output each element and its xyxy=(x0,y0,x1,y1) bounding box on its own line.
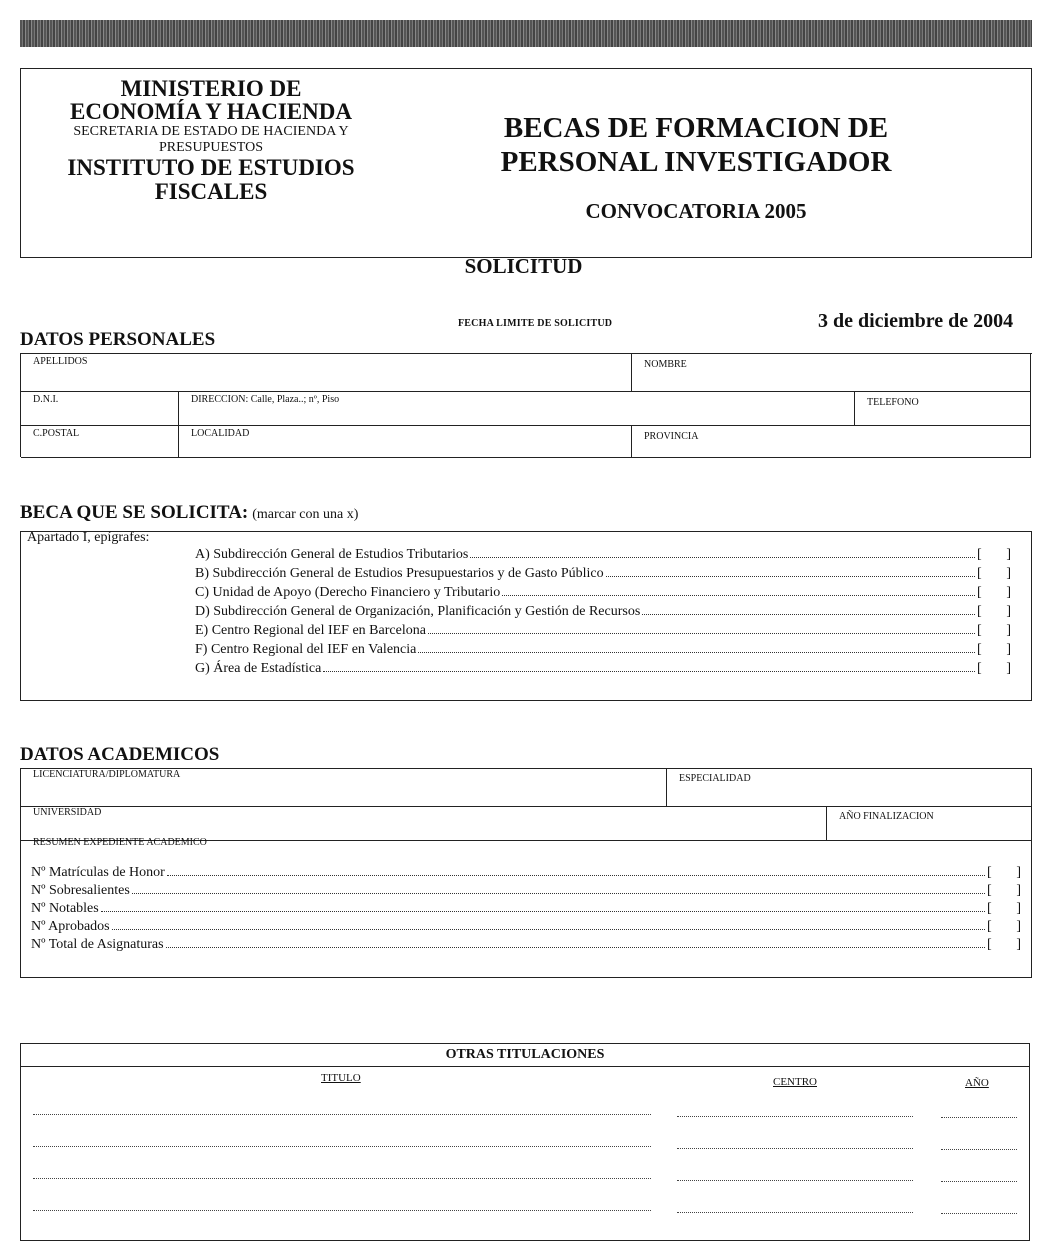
academic-item-sobresalientes[interactable] xyxy=(31,883,1021,899)
centro-line-4[interactable] xyxy=(677,1212,913,1213)
beca-option-f[interactable] xyxy=(195,642,1011,658)
beca-option-label: C) Unidad de Apoyo (Derecho Financiero y Tributario xyxy=(195,585,501,600)
beca-option-e[interactable] xyxy=(195,623,1011,639)
titulo-line-3[interactable] xyxy=(33,1178,651,1179)
especialidad-field[interactable] xyxy=(667,769,1031,807)
checkbox-bracket[interactable]: [ ] xyxy=(977,547,1011,562)
institute-line1: INSTITUTO DE ESTUDIOS xyxy=(67,155,355,181)
count-bracket[interactable]: [ ] xyxy=(987,937,1021,952)
checkbox-bracket[interactable]: [ ] xyxy=(977,642,1011,657)
beca-option-label: G) Área de Estadística xyxy=(195,661,322,676)
centro-line-3[interactable] xyxy=(677,1180,913,1181)
direccion-label: DIRECCION: Calle, Plaza..; nº, Piso xyxy=(191,394,340,405)
datos-academicos-box xyxy=(20,768,1032,978)
telefono-label: TELEFONO xyxy=(867,397,919,408)
ano-line-3[interactable] xyxy=(941,1181,1017,1182)
otras-header-row xyxy=(21,1044,1029,1067)
col-ano: AÑO xyxy=(965,1077,989,1089)
ano-finalizacion-label: AÑO FINALIZACION xyxy=(839,811,934,822)
centro-line-2[interactable] xyxy=(677,1148,913,1149)
beca-option-g[interactable] xyxy=(195,661,1011,677)
datos-personales-title: DATOS PERSONALES xyxy=(20,329,216,350)
title-line2: PERSONAL INVESTIGADOR xyxy=(500,146,892,179)
especialidad-label: ESPECIALIDAD xyxy=(679,773,751,784)
academic-item-notables[interactable] xyxy=(31,901,1021,917)
localidad-label: LOCALIDAD xyxy=(191,428,250,439)
ministry-line1: MINISTERIO DE xyxy=(120,76,302,101)
dni-field[interactable] xyxy=(21,392,179,426)
checkbox-bracket[interactable]: [ ] xyxy=(977,623,1011,638)
count-bracket[interactable]: [ ] xyxy=(987,901,1021,916)
nombre-field[interactable] xyxy=(632,354,1031,392)
titulo-line-2[interactable] xyxy=(33,1146,651,1147)
checkbox-bracket[interactable]: [ ] xyxy=(977,585,1011,600)
dni-label: D.N.I. xyxy=(33,394,59,405)
beca-note: (marcar con una x) xyxy=(252,507,359,522)
localidad-field[interactable] xyxy=(179,426,632,458)
otras-title: OTRAS TITULACIONES xyxy=(445,1047,605,1062)
count-bracket[interactable]: [ ] xyxy=(987,865,1021,880)
academic-item-label: Nº Aprobados xyxy=(31,919,110,934)
beca-option-d[interactable] xyxy=(195,604,1011,620)
checkbox-bracket[interactable]: [ ] xyxy=(977,566,1011,581)
col-titulo: TITULO xyxy=(321,1072,361,1084)
titulo-line-1[interactable] xyxy=(33,1114,651,1115)
deadline-label: FECHA LIMITE DE SOLICITUD xyxy=(458,318,613,329)
ano-line-2[interactable] xyxy=(941,1149,1017,1150)
direccion-field[interactable] xyxy=(179,392,855,426)
universidad-label: UNIVERSIDAD xyxy=(33,807,102,818)
beca-option-label: F) Centro Regional del IEF en Valencia xyxy=(195,642,417,657)
ministry-line2: ECONOMÍA Y HACIENDA xyxy=(70,99,352,125)
beca-title: BECA QUE SE SOLICITA: xyxy=(20,502,249,523)
secretaria-line1: SECRETARIA DE ESTADO DE HACIENDA Y xyxy=(73,123,349,139)
datos-personales-table xyxy=(20,353,1032,457)
solicitud-heading: SOLICITUD xyxy=(464,254,583,278)
beca-option-label: B) Subdirección General de Estudios Presupuestarios y de Gasto Público xyxy=(195,566,604,581)
count-bracket[interactable]: [ ] xyxy=(987,883,1021,898)
secretaria-line2: PRESUPUESTOS xyxy=(158,140,263,155)
academic-item-label: Nº Total de Asignaturas xyxy=(31,937,164,952)
academic-item-matriculas[interactable] xyxy=(31,865,1021,881)
apellidos-field[interactable] xyxy=(21,354,632,392)
licenciatura-label: LICENCIATURA/DIPLOMATURA xyxy=(33,769,181,780)
checkbox-bracket[interactable]: [ ] xyxy=(977,661,1011,676)
beca-option-label: D) Subdirección General de Organización, Planificación y Gestión de Recursos xyxy=(195,604,641,619)
nombre-label: NOMBRE xyxy=(644,359,687,370)
provincia-field[interactable] xyxy=(632,426,1031,458)
header-box xyxy=(20,68,1032,258)
beca-option-label: E) Centro Regional del IEF en Barcelona xyxy=(195,623,426,638)
academic-item-aprobados[interactable] xyxy=(31,919,1021,935)
beca-box xyxy=(20,531,1032,701)
apartado-label: Apartado I, epígrafes: xyxy=(27,530,150,545)
resumen-label: RESUMEN EXPEDIENTE ACADEMICO xyxy=(33,837,207,848)
beca-option-b[interactable] xyxy=(195,566,1011,582)
col-centro: CENTRO xyxy=(773,1076,817,1088)
otras-titulaciones-box xyxy=(20,1043,1030,1241)
universidad-field[interactable] xyxy=(21,807,827,841)
academic-item-label: Nº Matrículas de Honor xyxy=(31,865,165,880)
datos-academicos-title: DATOS ACADEMICOS xyxy=(20,744,220,765)
beca-option-a[interactable] xyxy=(195,547,1011,563)
provincia-label: PROVINCIA xyxy=(644,431,699,442)
issuer-block xyxy=(21,77,401,203)
academic-item-total[interactable] xyxy=(31,937,1021,953)
ano-line-4[interactable] xyxy=(941,1213,1017,1214)
licenciatura-field[interactable] xyxy=(21,769,667,807)
ano-finalizacion-field[interactable] xyxy=(827,807,1031,841)
count-bracket[interactable]: [ ] xyxy=(987,919,1021,934)
academic-item-label: Nº Sobresalientes xyxy=(31,883,130,898)
beca-option-label: A) Subdirección General de Estudios Tributarios xyxy=(195,547,469,562)
top-scan-bar xyxy=(20,20,1032,47)
beca-option-c[interactable] xyxy=(195,585,1011,601)
ano-line-1[interactable] xyxy=(941,1117,1017,1118)
titulo-line-4[interactable] xyxy=(33,1210,651,1211)
checkbox-bracket[interactable]: [ ] xyxy=(977,604,1011,619)
deadline-date: 3 de diciembre de 2004 xyxy=(818,310,1014,332)
centro-line-1[interactable] xyxy=(677,1116,913,1117)
beca-heading xyxy=(20,502,358,524)
cpostal-label: C.POSTAL xyxy=(33,428,80,439)
title-block xyxy=(461,111,931,224)
institute-line2: FISCALES xyxy=(154,178,268,204)
cpostal-field[interactable] xyxy=(21,426,179,458)
convocatoria: CONVOCATORIA 2005 xyxy=(585,199,807,224)
telefono-field[interactable] xyxy=(855,392,1031,426)
academic-item-label: Nº Notables xyxy=(31,901,99,916)
apellidos-label: APELLIDOS xyxy=(33,356,88,367)
title-line1: BECAS DE FORMACION DE xyxy=(503,112,889,144)
